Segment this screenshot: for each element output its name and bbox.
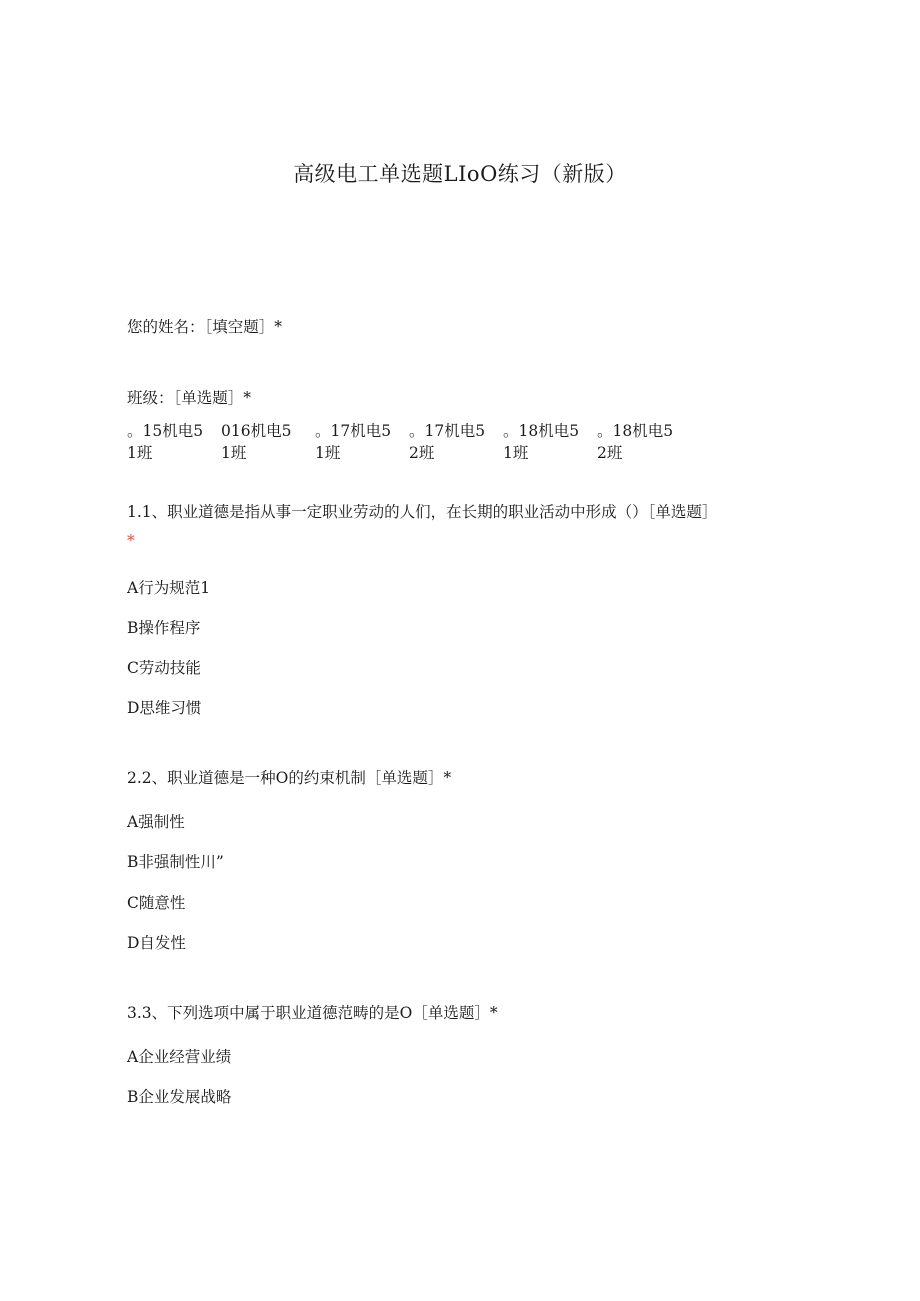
class-option-line2: 1班 bbox=[127, 444, 153, 462]
question-3-option-b[interactable]: B企业发展战略 bbox=[127, 1088, 232, 1106]
question-2-option-a[interactable]: A强制性 bbox=[127, 813, 185, 831]
class-option[interactable] bbox=[597, 420, 691, 464]
class-option[interactable] bbox=[221, 420, 315, 464]
question-1-option-a[interactable]: A行为规范1 bbox=[127, 579, 211, 597]
class-options bbox=[127, 420, 691, 464]
class-option-line2: 1班 bbox=[503, 444, 529, 462]
class-option-line2: 2班 bbox=[597, 444, 623, 462]
class-option[interactable] bbox=[127, 420, 221, 464]
question-1-option-c[interactable]: C劳动技能 bbox=[127, 659, 201, 677]
name-question: 您的姓名：［填空题］* bbox=[127, 318, 283, 336]
question-1-text: 1.1、职业道德是指从事一定职业劳动的人们，在长期的职业活动中形成（）［单选题］ bbox=[127, 503, 718, 521]
question-3-text: 3.3、下列选项中属于职业道德范畴的是O［单选题］* bbox=[127, 1004, 498, 1022]
question-2-text: 2.2、职业道德是一种O的约束机制［单选题］* bbox=[127, 769, 452, 787]
class-option-line2: 2班 bbox=[409, 444, 435, 462]
class-option-line1: 。18机电5 bbox=[597, 422, 674, 440]
class-option-line2: 1班 bbox=[315, 444, 341, 462]
class-question: 班级：［单选题］* bbox=[127, 389, 252, 407]
question-2-option-d[interactable]: D自发性 bbox=[127, 934, 186, 952]
question-2-option-b[interactable]: B非强制性川” bbox=[127, 853, 224, 871]
question-2-option-c[interactable]: C随意性 bbox=[127, 894, 186, 912]
class-option[interactable] bbox=[503, 420, 597, 464]
class-option-line2: 1班 bbox=[221, 444, 247, 462]
class-option-line1: 016机电5 bbox=[221, 422, 292, 440]
class-option-line1: 。18机电5 bbox=[503, 422, 580, 440]
question-1-option-b[interactable]: B操作程序 bbox=[127, 619, 201, 637]
question-1-required-mark: * bbox=[127, 532, 135, 550]
class-option-line1: 。17机电5 bbox=[315, 422, 392, 440]
class-option-line1: 。15机电5 bbox=[127, 422, 204, 440]
class-option[interactable] bbox=[315, 420, 409, 464]
class-option[interactable] bbox=[409, 420, 503, 464]
question-3-option-a[interactable]: A企业经营业绩 bbox=[127, 1048, 232, 1066]
question-1-option-d[interactable]: D思维习惯 bbox=[127, 699, 202, 717]
document-title: 高级电工单选题LIoO练习（新版） bbox=[293, 162, 627, 186]
class-option-line1: 。17机电5 bbox=[409, 422, 486, 440]
